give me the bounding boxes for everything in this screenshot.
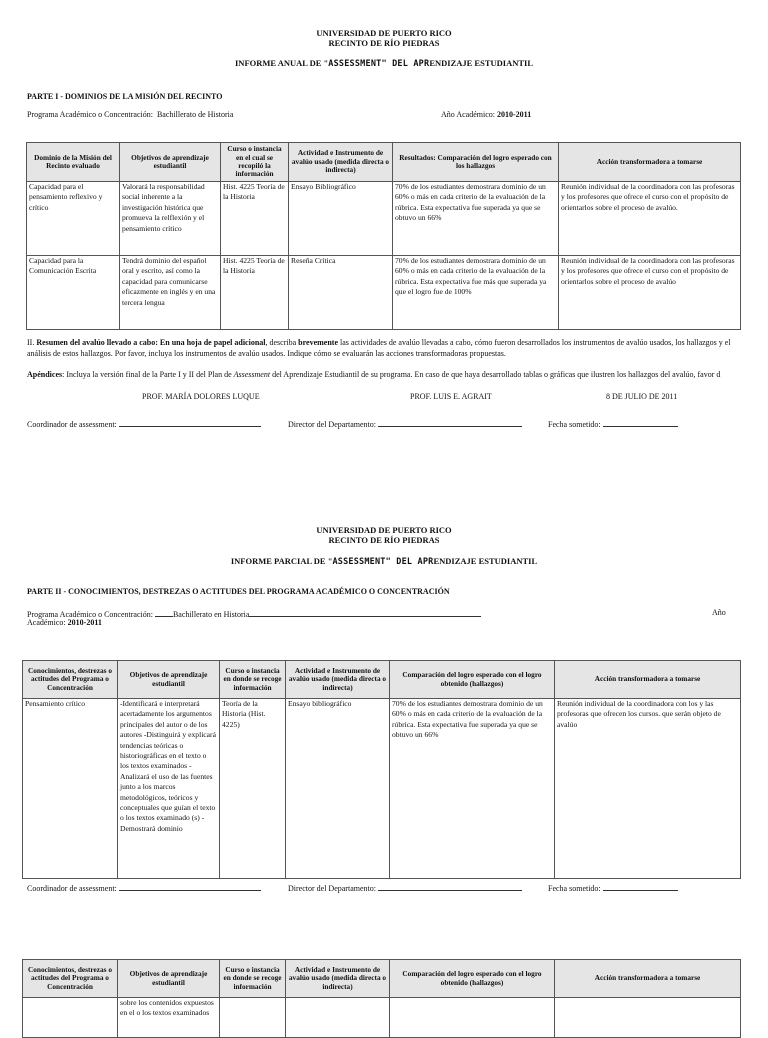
appendix-text-1: : Incluya la versión final de la Parte I y II del Plan de	[62, 370, 234, 379]
director-field	[288, 882, 522, 893]
program-value: Bachillerato de Historia	[156, 110, 234, 119]
column-header: Comparación del logro esperado con el logro obtenido (hallazgos)	[390, 960, 555, 998]
summary-text-1: , describa	[265, 338, 299, 347]
part-heading: PARTE II - CONOCIMIENTOS, DESTREZAS O ACTITUDES DEL PROGRAMA ACADÉMICO O CONCENTRACIÓN	[27, 587, 450, 596]
table-cell: 70% de los estudiantes demostrara dominio de un 60% o más en cada criterio de la evaluación de la rúbrica. Esta expectativa fue más que superada ya que el logro fue de 100%	[393, 256, 559, 330]
year-value: 2010-2011	[67, 618, 102, 627]
table-cell: Hist. 4225 Teoría de la Historia	[221, 256, 289, 330]
year-label-2: Académico:	[27, 618, 66, 627]
program-line	[27, 110, 233, 121]
column-header: Curso o instancia en el cual se recopiló la información	[221, 143, 289, 182]
table-header-row	[23, 960, 741, 998]
appendix-bold: Apéndices	[27, 370, 63, 379]
table-cell: 70% de los estudiantes demostrara dominio de un 60% o más en cada criterio de la evaluación de la rúbrica. Esta expectativa fue superada ya que se obtuvo un 66%	[393, 182, 559, 256]
summary-bold-2: En una hoja de papel adicional	[159, 338, 266, 347]
program-label: Programa Académico o Concentración:	[27, 110, 153, 119]
academic-year	[27, 618, 102, 629]
table-cell: Reseña Crítica	[289, 256, 393, 330]
column-header: Objetivos de aprendizaje estudiantil	[118, 661, 220, 699]
table-cell	[555, 998, 741, 1038]
table-cell: Tendrá dominio del español oral y escrito, así como la capacidad para comunicarse eficazmente en inglés y en una tercera lengua	[120, 256, 221, 330]
year-label: Año Académico:	[441, 110, 495, 119]
program-value: Bachillerato en Historia	[172, 610, 250, 619]
date-field	[548, 418, 678, 429]
coordinator-label: Coordinador de assessment:	[27, 884, 117, 893]
university-heading: UNIVERSIDAD DE PUERTO RICO	[316, 28, 452, 38]
column-header: Conocimientos, destrezas o actitudes del Programa o Concentración	[23, 661, 118, 699]
table-cell	[23, 998, 118, 1038]
column-header: Curso o instancia en donde se recoge información	[220, 661, 286, 699]
date-field	[548, 882, 678, 893]
year-value: 2010-2011	[496, 110, 532, 119]
director-label: Director del Departamento:	[288, 884, 376, 893]
director-label: Director del Departamento:	[288, 420, 376, 429]
table-cell: 70% de los estudiantes demostrara dominio de un 60% o más en cada criterio de la evaluación de la rúbrica. Esta expectativa fue superada ya que se obtuvo un 66%	[390, 699, 555, 879]
table-row	[27, 256, 741, 330]
report-title-prefix: INFORME ANUAL DE "	[235, 58, 329, 68]
date-submitted-line[interactable]	[603, 882, 678, 891]
table-cell	[390, 998, 555, 1038]
column-header: Conocimientos, destrezas o actitudes del Programa o Concentración	[23, 960, 118, 998]
date-submitted-line[interactable]	[603, 418, 678, 427]
column-header: Actividad e Instrumento de avalúo usado (medida directa o indirecta)	[286, 960, 390, 998]
summary-lead: II.	[27, 338, 37, 347]
column-header: Curso o instancia en donde se recoge información	[220, 960, 286, 998]
campus-heading: RECINTO DE RÍO PIEDRAS	[328, 38, 440, 48]
report-title-prefix: INFORME PARCIAL DE "	[230, 556, 333, 566]
table-header-row	[23, 661, 741, 699]
column-header: Objetivos de aprendizaje estudiantil	[118, 960, 220, 998]
summary-bold-1: Resumen del avalúo llevado a cabo	[36, 338, 156, 347]
table-cell: Capacidad para el pensamiento reflexivo y crítico	[27, 182, 120, 256]
program-underline	[155, 608, 173, 617]
report-title-suffix: ENDIZAJE ESTUDIANTIL	[433, 556, 538, 566]
table-row	[23, 998, 741, 1038]
column-header: Actividad e Instrumento de avalúo usado (medida directa o indirecta)	[289, 143, 393, 182]
table-header-row	[27, 143, 741, 182]
director-signature-line[interactable]	[378, 882, 522, 891]
part2-continued-table	[22, 959, 741, 1038]
table-cell: sobre los contenidos expuestos en el o los textos examinados	[118, 998, 220, 1038]
table-cell: Ensayo bibliográfico	[286, 699, 390, 879]
column-header: Dominio de la Misión del Recinto evaluado	[27, 143, 120, 182]
table-row	[23, 699, 741, 879]
column-header: Acción transformadora a tomarse	[555, 661, 741, 699]
table-cell: Capacidad para la Comunicación Escrita	[27, 256, 120, 330]
university-heading: UNIVERSIDAD DE PUERTO RICO	[316, 525, 452, 535]
coordinator-field	[27, 882, 261, 893]
table-row	[27, 182, 741, 256]
appendix-paragraph	[27, 370, 739, 381]
table-cell: Hist. 4225 Teoría de la Historia	[221, 182, 289, 256]
coordinator-field	[27, 418, 261, 429]
director-signature-line[interactable]	[378, 418, 522, 427]
table-cell	[220, 998, 286, 1038]
report-title-stylized: ASSESSMENT" DEL APR	[328, 59, 430, 69]
table-cell: Valorará la responsabilidad social inherente a la investigación histórica que promueva la relflexión y el pensamiento crítico	[120, 182, 221, 256]
summary-paragraph	[27, 338, 739, 359]
column-header: Actividad e Instrumento de avalúo usado (medida directa o indirecta)	[286, 661, 390, 699]
column-header: Acción transformadora a tomarse	[559, 143, 741, 182]
part2-table	[22, 660, 741, 879]
column-header: Resultados: Comparación del logro esperado con los hallazgos	[393, 143, 559, 182]
table-cell: Teoría de la Historia (Hist. 4225)	[220, 699, 286, 879]
appendix-italic: Assessment	[233, 370, 271, 379]
table-cell: Pensamiento crítico	[23, 699, 118, 879]
campus-heading: RECINTO DE RÍO PIEDRAS	[328, 535, 440, 545]
coordinator-signature-name: PROF. MARÍA DOLORES LUQUE	[142, 392, 260, 401]
part1-table	[26, 142, 741, 330]
part-heading: PARTE I - DOMINIOS DE LA MISIÓN DEL RECINTO	[27, 92, 223, 101]
table-cell: Reunión individual de la coordinadora con las profesoras y los profesores que ofrece el curso con el propósito de orientarlos sobre el proceso de avalúo.	[559, 182, 741, 256]
coordinator-signature-line[interactable]	[119, 882, 261, 891]
report-title-stylized: ASSESSMENT" DEL APR	[332, 557, 434, 567]
summary-sep: :	[155, 338, 160, 347]
program-underline	[249, 608, 481, 617]
summary-text-2: las actividades de avalúo llevadas a cabo, cómo fueron desarrollados los instrumentos de avalúo usados, los hallazgos y el análisis de estos hallazgos. Por favor, incluya los instrumentos de avalúo usados. Indique cómo se evaluarán las acciones transformadoras propuestas.	[27, 338, 731, 358]
appendix-text-2: del Aprendizaje Estudiantil de su programa. En caso de que haya desarrollado tablas o gráficas que ilustren los hallazgos del avalúo, favor d	[270, 370, 721, 379]
director-signature-name: PROF. LUIS E. AGRAIT	[410, 392, 492, 401]
column-header: Objetivos de aprendizaje estudiantil	[120, 143, 221, 182]
column-header: Comparación del logro esperado con el logro obtenido (hallazgos)	[390, 661, 555, 699]
coordinator-signature-line[interactable]	[119, 418, 261, 427]
program-label: Programa Académico o Concentración:	[27, 610, 153, 619]
table-cell: Ensayo Bibliográfico	[289, 182, 393, 256]
table-cell: -Identificará e interpretará acertadamente los argumentos principales del autor o de los autores -Distinguirá y explicará tendencias teóricas o historiográficas en el texto o los textos examinados -Analizará el uso de las fuentes junto a los marcos metodológicos, teóricos y conceptuales que guían el texto o los textos examinado (s) -Demostrará dominio	[118, 699, 220, 879]
coordinator-label: Coordinador de assessment:	[27, 420, 117, 429]
date-label: Fecha sometido:	[548, 884, 601, 893]
report-title	[0, 58, 768, 69]
table-cell: Reunión individual de la coordinadora con los y las profesoras que ofrecen los cursos. que serán objeto de avalúo	[555, 699, 741, 879]
table-cell: Reunión individual de la coordinadora con las profesoras y los profesores que ofrece el curso con el propósito de orientarlos sobre el proceso de avalúo	[559, 256, 741, 330]
academic-year	[441, 110, 531, 121]
report-title	[0, 556, 768, 567]
summary-bold-3: brevemente	[298, 338, 338, 347]
director-field	[288, 418, 522, 429]
column-header: Acción transformadora a tomarse	[555, 960, 741, 998]
table-cell	[286, 998, 390, 1038]
signature-date: 8 DE JULIO DE 2011	[606, 392, 678, 401]
year-label: Año	[712, 608, 726, 617]
report-title-suffix: ENDIZAJE ESTUDIANTIL	[429, 58, 533, 68]
date-label: Fecha sometido:	[548, 420, 601, 429]
